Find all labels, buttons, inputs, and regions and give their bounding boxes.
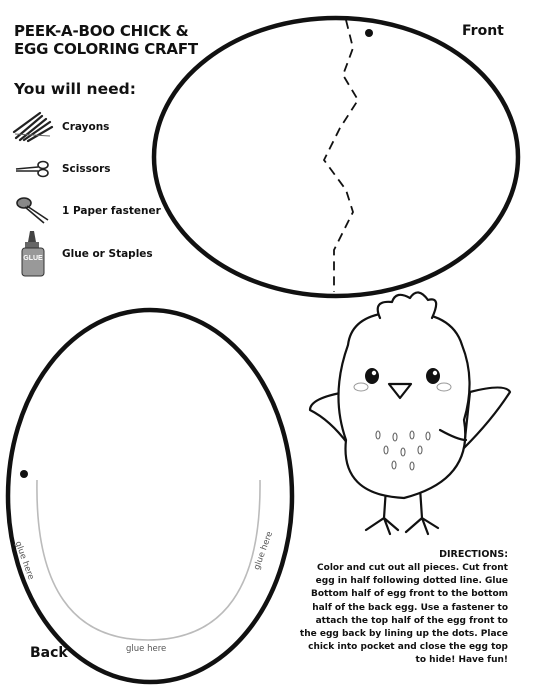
supplies-heading: You will need: xyxy=(14,80,136,98)
back-egg-outline xyxy=(8,310,292,682)
back-label: Back xyxy=(30,645,68,661)
back-egg-dot xyxy=(20,470,28,478)
chick-illustration xyxy=(310,292,510,534)
cut-line xyxy=(324,20,358,292)
glue-label-bottom: glue here xyxy=(126,644,167,654)
page-title: PEEK-A-BOO CHICK & EGG COLORING CRAFT xyxy=(14,22,198,58)
glue-bottle-text: GLUE xyxy=(23,255,43,262)
supply-label: Crayons xyxy=(62,121,110,133)
supply-label: Glue or Staples xyxy=(62,248,153,260)
directions-heading: DIRECTIONS: xyxy=(439,549,508,560)
front-egg-outline xyxy=(154,18,518,296)
glue-label-right: glue here xyxy=(252,530,276,572)
supply-label: 1 Paper fastener xyxy=(62,205,161,217)
supply-label: Scissors xyxy=(62,163,111,175)
front-egg-dot xyxy=(365,29,373,37)
directions-text: Color and cut out all pieces. Cut front egg in half following dotted line. Glue Bottom half of egg front to the bottom half of the back egg. Use a fastener to attach the top half of the egg front to the egg back by lining up the dots. Place chick into pocket and close the egg top to hide! Have fun! xyxy=(299,563,508,666)
glue-label-left: glue here xyxy=(12,540,36,582)
front-label: Front xyxy=(462,23,504,39)
pocket-guide-line xyxy=(37,480,260,640)
